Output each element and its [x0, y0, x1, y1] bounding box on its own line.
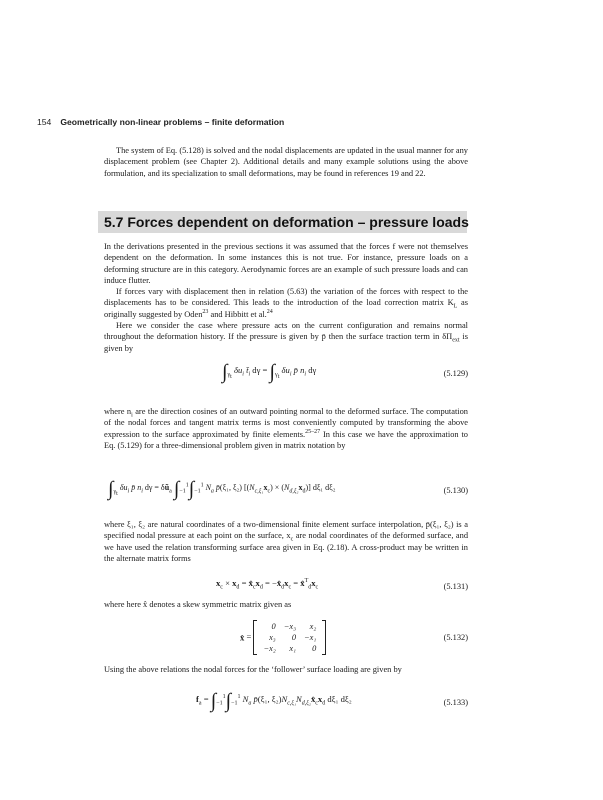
running-title: Geometrically non-linear problems – finite deformation [60, 117, 285, 127]
intro-paragraph: The system of Eq. (5.128) is solved and the nodal displacements are updated in the usual manner for any displacement problem (see Chapter 2). Additional details and many example solutions using the above formulation, and its specialization to small deformations, may be found in references 19 and 22. [104, 146, 468, 178]
section-body [104, 241, 468, 354]
paragraph-2: If forces vary with displacement then in relation (5.63) the variation of the forces with respect to the displacements has to be considered. This leads to the introduction of the load correction matrix $K_L$ as originally suggested by Oden$^{23}$ and Hibbitt et al.$^{24}$ [104, 287, 468, 319]
page-number: 154 [37, 117, 52, 127]
running-head [37, 117, 567, 127]
paragraph-3: Here we consider the case where pressure acts on the current configuration and remains normal throughout the deformation history. If the pressure is given by p̄ then the surface traction term in $\delta\Pi_{ext}$ is given by [104, 321, 468, 353]
equation-number: (5.133) [443, 698, 468, 707]
equation-5-133: $f_a = \int_{-1}^1\int_{-1}^1$ $N_a$ p̄(ξ₁, $\xi_2)N_{c,\xi_1}N_{d,\xi_2}x̂_cx_d$ dξ₁ dξ₂ (5.133) [196, 690, 468, 712]
skew-matrix: 0 −x₃ x₂ x₃ 0 −x₁ −x₂ x₁ 0 [253, 620, 326, 655]
paragraph-1: In the derivations presented in the previous sections it was assumed that the forces f were not themselves dependent on the deformation. In some instances this is not true. For instance, pressure loads on a deforming structure are in this category. Aerodynamic forces are an example of such pressure loads and can induce flutter. [104, 242, 468, 285]
paragraph-5: where ξ₁, ξ₂ are natural coordinates of a two-dimensional finite element surface interpolation, p̄(ξ₁, ξ₂) is a specified nodal pressure at each point on the surface, $x_c$ are nodal coordinates of the deformed surface, and we have used the relation transforming surface area given in Eq. (2.18). A cross-product may be written in the alternate matrix forms [104, 520, 469, 563]
section-heading [104, 214, 469, 230]
equation-number: (5.131) [443, 582, 468, 591]
equation-5-130: $\int_{\gamma_t}$ $\delta u_i$ p̄ $n_i$ $d\gamma = \delta ũ_a$ $\int_{-1}^1\int_{-1}^1$ $N_a$ p̄(ξ₁, ξ₂) $[(N_{c,\xi_1}x_c) \times (N_{d,\xi_2}x_d)]$ dξ₁ dξ₂ (5.130) [108, 478, 468, 500]
equation-5-129: $\int_{\gamma_t}$ $\delta u_i$ $t̄_i$ $d\gamma = \int_{\gamma_t}$ $\delta u_i$ p̄ $n_i$ dγ (5.129) [222, 361, 468, 383]
equation-number: (5.132) [443, 633, 468, 642]
equation-number: (5.130) [443, 486, 468, 495]
section-title: Forces dependent on deformation – pressure loads [127, 214, 469, 230]
equation-number: (5.129) [443, 369, 468, 378]
section-number: 5.7 [104, 214, 124, 230]
paragraph-6: where here x̂ denotes a skew symmetric matrix given as [104, 600, 292, 609]
paragraph-7: Using the above relations the nodal forces for the ‘follower’ surface loading are given by [104, 665, 402, 674]
equation-5-131: $x_c \times x_d$ = $x̂_cx_d$ = $-x̂_dx_c$ = $x̂^T_dx_c$ (5.131) [216, 578, 468, 591]
paragraph-4: where $n_i$ are the direction cosines of an outward pointing normal to the deformed surface. The computation of the nodal forces and tangent matrix terms is most conveniently computed by transforming the above expression to the surface approximated by finite elements.$^{25-27}$ In this case we have the approximation to Eq. (5.129) for a three-dimensional problem given in matrix notation by [104, 407, 468, 450]
equation-5-132: x̂ = 0 −x₃ x₂ x₃ 0 −x₁ −x₂ x₁ 0 (5.132) [240, 622, 468, 653]
